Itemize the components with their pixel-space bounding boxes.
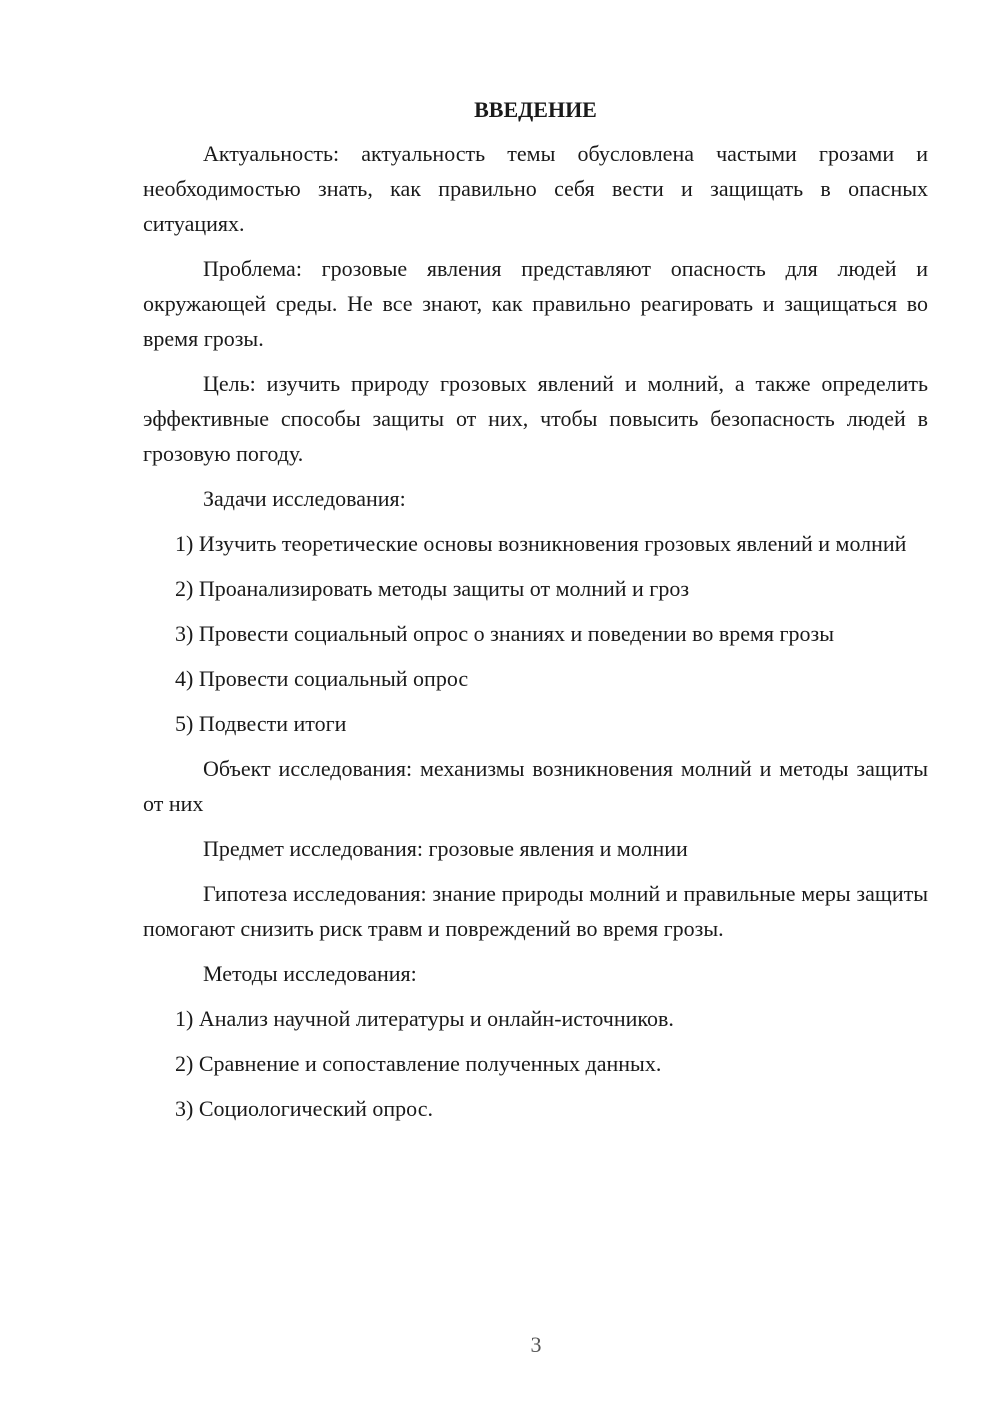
page-number: 3	[530, 1332, 542, 1357]
problem-paragraph: Проблема: грозовые явления представляют опасность для людей и окружающей среды. Не все знают, как правильно реагировать и защищаться во время грозы.	[143, 256, 928, 351]
subject-paragraph: Предмет исследования: грозовые явления и молнии	[203, 836, 688, 861]
method-item: 2) Сравнение и сопоставление полученных данных.	[175, 1051, 662, 1076]
task-item: 3) Провести социальный опрос о знаниях и поведении во время грозы	[175, 621, 835, 646]
goal-paragraph: Цель: изучить природу грозовых явлений и молний, а также определить эффективные способы защиты от них, чтобы повысить безопасность людей в грозовую погоду.	[143, 371, 928, 466]
task-item: 4) Провести социальный опрос	[175, 666, 469, 691]
document-page	[143, 92, 928, 1136]
methods-heading: Методы исследования:	[203, 961, 417, 986]
method-item: 1) Анализ научной литературы и онлайн-источников.	[175, 1006, 674, 1031]
object-paragraph: Объект исследования: механизмы возникновения молний и методы защиты от них	[143, 756, 928, 816]
method-item: 3) Социологический опрос.	[175, 1096, 433, 1121]
task-item: 1) Изучить теоретические основы возникновения грозовых явлений и молний	[175, 531, 907, 556]
task-item: 2) Проанализировать методы защиты от молний и гроз	[175, 576, 690, 601]
tasks-heading: Задачи исследования:	[203, 486, 406, 511]
section-title: ВВЕДЕНИЕ	[474, 97, 597, 122]
task-item: 5) Подвести итоги	[175, 711, 347, 736]
relevance-paragraph: Актуальность: актуальность темы обусловлена частыми грозами и необходимостью знать, как правильно себя вести и защищать в опасных ситуациях.	[143, 141, 928, 236]
hypothesis-paragraph: Гипотеза исследования: знание природы молний и правильные меры защиты помогают снизить риск травм и повреждений во время грозы.	[143, 881, 928, 941]
